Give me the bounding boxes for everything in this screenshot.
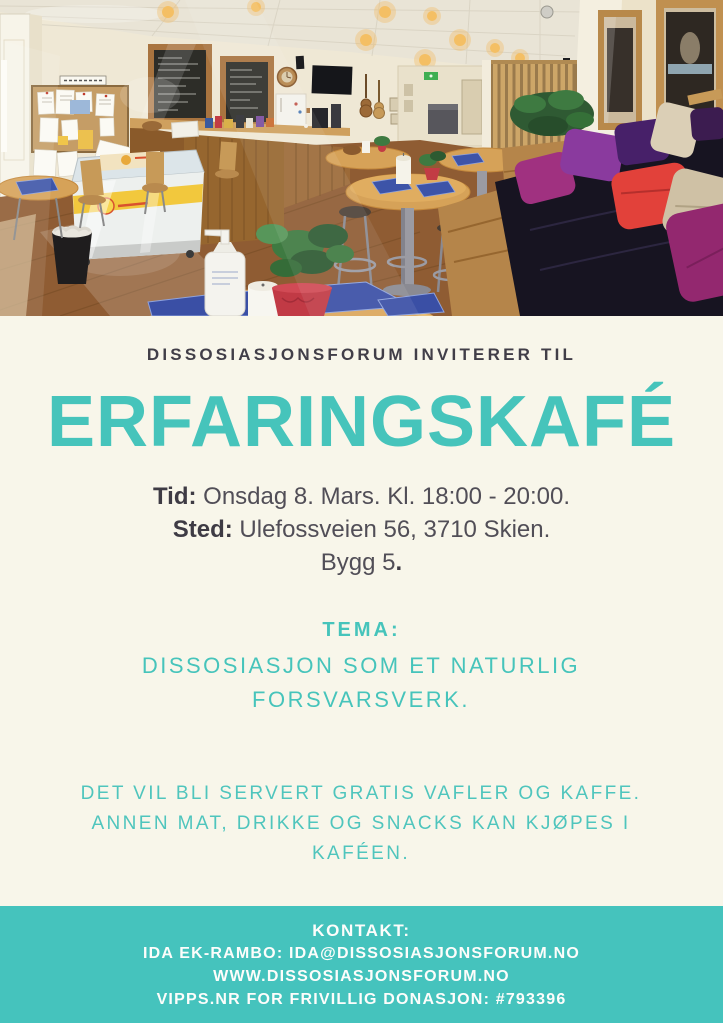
corridor: [398, 60, 491, 152]
theme-text: DISSOSIASJON SOM ET NATURLIG FORSVARSVERK.: [141, 653, 581, 712]
candle: [248, 281, 278, 316]
cafe-interior-photo: [0, 0, 723, 316]
cafe-photo-svg: [0, 0, 723, 316]
event-details: [0, 480, 723, 579]
serving-info: DET VIL BLI SERVERT GRATIS VAFLER OG KAFFE. ANNEN MAT, DRIKKE OG SNACKS KAN KJØPES I KAFÉEN.: [80, 783, 642, 864]
time-value: Onsdag 8. Mars. Kl. 18:00 - 20:00.: [196, 483, 571, 510]
theme-heading: TEMA:: [322, 619, 401, 641]
contact-heading: KONTAKT:: [312, 921, 411, 940]
contact-website: WWW.DISSOSIASJONSFORUM.NO: [213, 968, 510, 985]
time-label: Tid:: [152, 483, 197, 510]
contact-vipps: VIPPS.NR FOR FRIVILLIG DONASJON: #793396: [156, 991, 567, 1008]
contact-footer: [0, 906, 723, 1023]
place-label: Sted:: [172, 516, 233, 543]
trash-bin: [52, 227, 92, 285]
event-time: [0, 480, 723, 513]
event-title: ERFARINGSKAFÉ: [46, 382, 677, 462]
contact-email: IDA EK-RAMBO: IDA@DISSOSIASJONSFORUM.NO: [143, 945, 580, 962]
event-building: Bygg 5.: [320, 549, 403, 576]
place-value: Ulefossveien 56, 3710 Skien.: [232, 516, 551, 543]
event-place: [0, 513, 723, 546]
potted-plant-large: [510, 90, 594, 136]
invite-subtitle: DISSOSIASJONSFORUM INVITERER TIL: [146, 345, 577, 364]
